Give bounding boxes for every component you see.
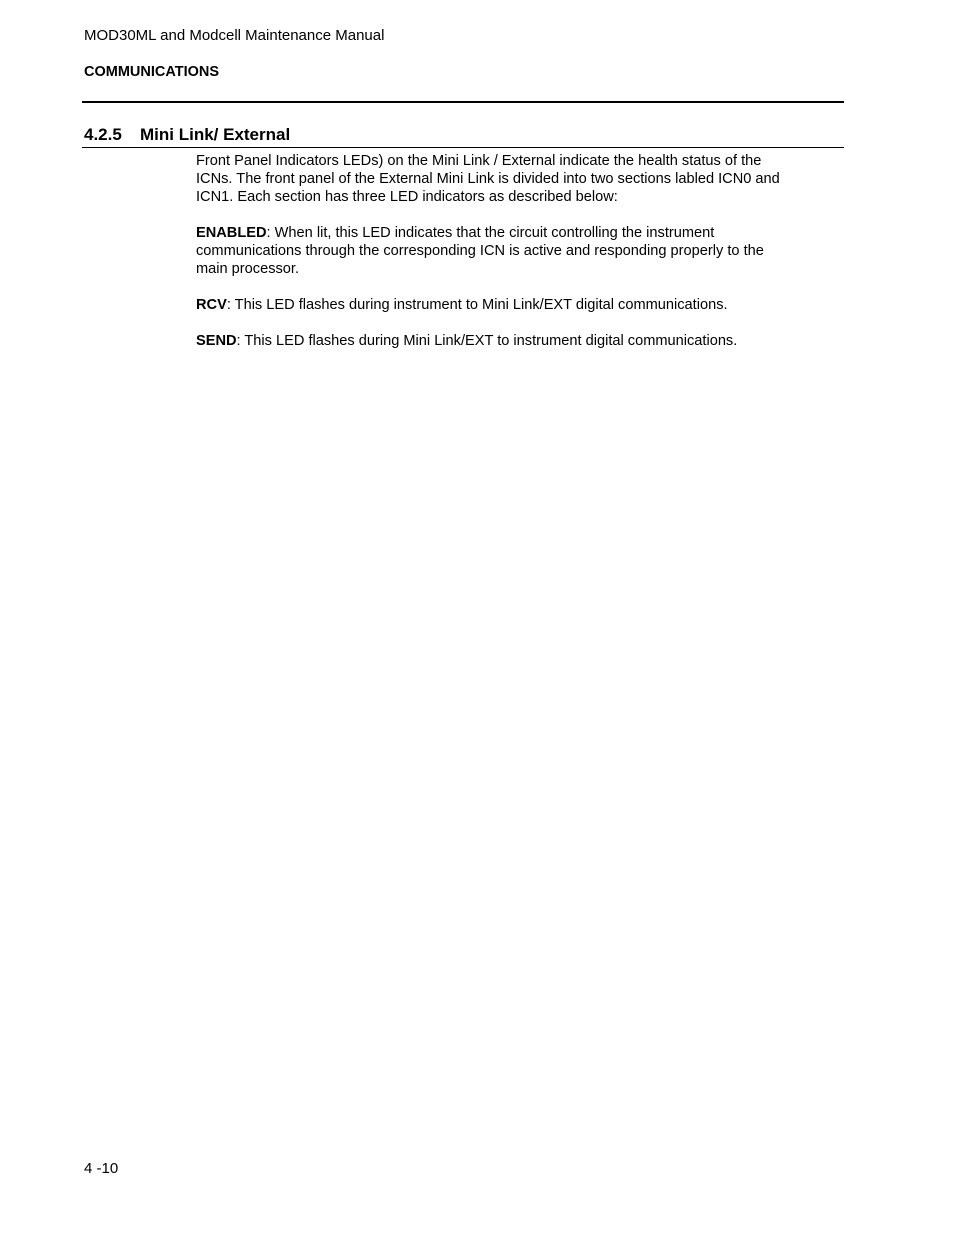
enabled-term: ENABLED	[196, 225, 267, 241]
enabled-line-1: : When lit, this LED indicates that the circuit controlling the instrument	[266, 225, 715, 241]
send-term: SEND	[196, 333, 237, 349]
section-title: Mini Link/ External	[140, 125, 291, 144]
rcv-paragraph	[196, 296, 832, 314]
chapter-title: COMMUNICATIONS	[84, 64, 220, 80]
section-number: 4.2.5	[84, 125, 122, 144]
send-text: : This LED flashes during Mini Link/EXT to instrument digital communications.	[236, 333, 738, 349]
section-heading	[84, 124, 290, 145]
rcv-term: RCV	[196, 297, 227, 313]
send-paragraph	[196, 332, 832, 350]
intro-line-2: ICNs. The front panel of the External Mini Link is divided into two sections labled ICN0 and	[196, 171, 780, 187]
rcv-text: : This LED flashes during instrument to Mini Link/EXT digital communications.	[226, 297, 728, 313]
section-divider	[82, 147, 844, 148]
header-divider	[82, 101, 844, 103]
enabled-line-3: main processor.	[196, 261, 300, 277]
section-body	[196, 152, 832, 368]
page-number: 4 -10	[84, 1160, 119, 1177]
intro-line-1: Front Panel Indicators LEDs) on the Mini Link / External indicate the health status of the	[196, 153, 762, 169]
enabled-paragraph	[196, 224, 832, 278]
intro-paragraph	[196, 152, 832, 206]
manual-title: MOD30ML and Modcell Maintenance Manual	[84, 27, 385, 44]
intro-line-3: ICN1. Each section has three LED indicators as described below:	[196, 189, 618, 205]
enabled-line-2: communications through the corresponding ICN is active and responding properly to the	[196, 243, 764, 259]
